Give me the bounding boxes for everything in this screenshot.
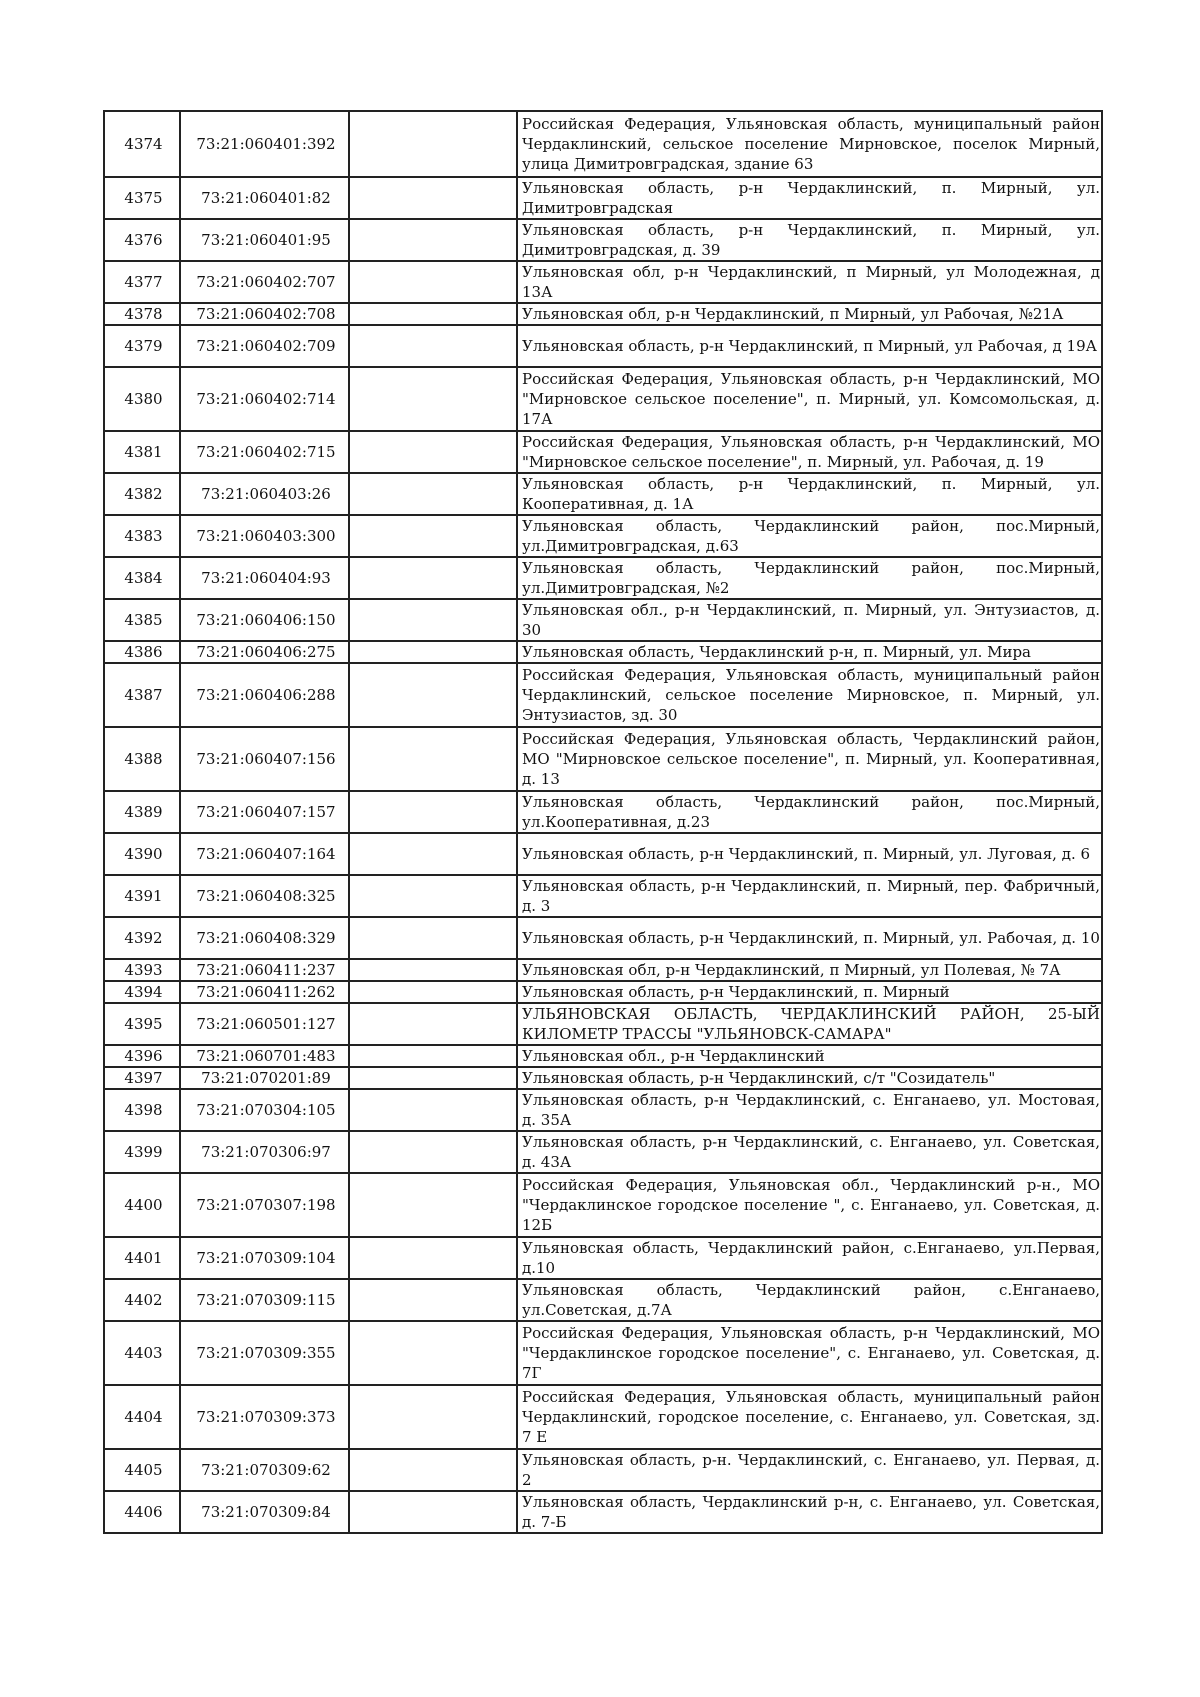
address-cell: [517, 367, 1102, 431]
cadastral-number-text: 73:21:060411:262: [196, 983, 336, 1001]
cadastral-number-text: 73:21:070201:89: [201, 1069, 331, 1087]
empty-cell: [349, 641, 517, 663]
row-number-text: 4384: [124, 569, 163, 587]
table-row: [104, 663, 1102, 727]
table-row: [104, 959, 1102, 981]
address-text: Российская Федерация, Ульяновская область, Чердаклинский район, МО "Мирновское сельское поселение", п. Мирный, ул. Кооперативная, д. 13: [522, 730, 1100, 788]
address-cell: [517, 1067, 1102, 1089]
row-number-text: 4395: [124, 1015, 163, 1033]
cadastral-number-cell: [180, 875, 349, 917]
registry-table-body: [104, 111, 1102, 1533]
address-text: Ульяновская область, р-н Чердаклинский, п. Мирный, ул. Кооперативная, д. 1А: [522, 475, 1100, 513]
row-number-text: 4386: [124, 643, 163, 661]
row-number-cell: [104, 833, 180, 875]
row-number-cell: [104, 981, 180, 1003]
cadastral-number-text: 73:21:060406:288: [196, 686, 336, 704]
row-number-text: 4378: [124, 305, 163, 323]
row-number-text: 4401: [124, 1249, 163, 1267]
address-text: Ульяновская область, р-н Чердаклинский, п. Мирный, ул. Рабочая, д. 10: [522, 929, 1100, 947]
cadastral-number-text: 73:21:060408:329: [196, 929, 336, 947]
cadastral-number-text: 73:21:060407:156: [196, 750, 336, 768]
address-cell: [517, 1089, 1102, 1131]
address-text: Российская Федерация, Ульяновская область, р-н Чердаклинский, МО "Чердаклинское городское поселение", с. Енганаево, ул. Советская, д. 7Г: [522, 1324, 1100, 1382]
address-text: Ульяновская область, Чердаклинский район, с.Енганаево, ул.Первая, д.10: [522, 1239, 1100, 1277]
cadastral-number-cell: [180, 1089, 349, 1131]
table-row: [104, 1089, 1102, 1131]
row-number-text: 4374: [124, 135, 163, 153]
address-cell: [517, 1131, 1102, 1173]
cadastral-number-text: 73:21:070304:105: [196, 1101, 336, 1119]
address-text: Российская Федерация, Ульяновская область, муниципальный район Чердаклинский, сельское поселение Мирновское, п. Мирный, ул. Энтузиастов, зд. 30: [522, 666, 1100, 724]
address-cell: [517, 791, 1102, 833]
table-row: [104, 981, 1102, 1003]
row-number-text: 4397: [124, 1069, 163, 1087]
cadastral-number-cell: [180, 727, 349, 791]
address-cell: [517, 515, 1102, 557]
table-row: [104, 1131, 1102, 1173]
row-number-cell: [104, 367, 180, 431]
row-number-text: 4403: [124, 1344, 163, 1362]
empty-cell: [349, 1449, 517, 1491]
row-number-text: 4393: [124, 961, 163, 979]
table-row: [104, 791, 1102, 833]
row-number-cell: [104, 1385, 180, 1449]
address-cell: [517, 1321, 1102, 1385]
address-text: Ульяновская обл., р-н Чердаклинский, п. Мирный, ул. Энтузиастов, д. 30: [522, 601, 1100, 639]
cadastral-number-cell: [180, 1321, 349, 1385]
table-row: [104, 1003, 1102, 1045]
row-number-text: 4381: [124, 443, 163, 461]
address-cell: [517, 1045, 1102, 1067]
address-cell: [517, 981, 1102, 1003]
cadastral-number-cell: [180, 981, 349, 1003]
registry-table: [103, 110, 1103, 1534]
cadastral-number-text: 73:21:060407:157: [196, 803, 336, 821]
empty-cell: [349, 1385, 517, 1449]
address-cell: [517, 833, 1102, 875]
empty-cell: [349, 1089, 517, 1131]
empty-cell: [349, 111, 517, 177]
row-number-cell: [104, 1237, 180, 1279]
empty-cell: [349, 959, 517, 981]
cadastral-number-cell: [180, 557, 349, 599]
cadastral-number-cell: [180, 111, 349, 177]
empty-cell: [349, 1067, 517, 1089]
cadastral-number-cell: [180, 1491, 349, 1533]
cadastral-number-cell: [180, 1067, 349, 1089]
cadastral-number-text: 73:21:070309:62: [201, 1461, 331, 1479]
empty-cell: [349, 1321, 517, 1385]
empty-cell: [349, 917, 517, 959]
address-cell: [517, 1279, 1102, 1321]
empty-cell: [349, 557, 517, 599]
address-cell: [517, 473, 1102, 515]
cadastral-number-text: 73:21:060402:707: [196, 273, 336, 291]
table-row: [104, 219, 1102, 261]
cadastral-number-cell: [180, 219, 349, 261]
address-cell: [517, 917, 1102, 959]
row-number-cell: [104, 1449, 180, 1491]
table-row: [104, 875, 1102, 917]
row-number-text: 4394: [124, 983, 163, 1001]
address-text: Российская Федерация, Ульяновская область, р-н Чердаклинский, МО "Мирновское сельское поселение", п. Мирный, ул. Рабочая, д. 19: [522, 433, 1100, 471]
row-number-cell: [104, 1321, 180, 1385]
row-number-text: 4376: [124, 231, 163, 249]
address-cell: [517, 641, 1102, 663]
address-text: Российская Федерация, Ульяновская обл., Чердаклинский р-н., МО "Чердаклинское городское поселение ", с. Енганаево, ул. Советская, д. 12Б: [522, 1176, 1100, 1234]
table-row: [104, 1173, 1102, 1237]
cadastral-number-text: 73:21:060402:708: [196, 305, 336, 323]
address-text: Ульяновская область, р-н Чердаклинский, с. Енганаево, ул. Мостовая, д. 35А: [522, 1091, 1100, 1129]
address-cell: [517, 219, 1102, 261]
address-cell: [517, 1449, 1102, 1491]
cadastral-number-cell: [180, 641, 349, 663]
address-cell: [517, 875, 1102, 917]
table-row: [104, 1279, 1102, 1321]
row-number-cell: [104, 1003, 180, 1045]
address-text: Ульяновская область, р-н Чердаклинский, п. Мирный, ул. Луговая, д. 6: [522, 845, 1091, 863]
cadastral-number-cell: [180, 1131, 349, 1173]
cadastral-number-text: 73:21:060401:82: [201, 189, 331, 207]
address-text: Российская Федерация, Ульяновская область, муниципальный район Чердаклинский, городское поселение, с. Енганаево, ул. Советская, зд. 7 Е: [522, 1388, 1100, 1446]
address-cell: [517, 303, 1102, 325]
table-row: [104, 1491, 1102, 1533]
empty-cell: [349, 727, 517, 791]
table-row: [104, 1237, 1102, 1279]
row-number-text: 4398: [124, 1101, 163, 1119]
row-number-text: 4377: [124, 273, 163, 291]
address-cell: [517, 177, 1102, 219]
cadastral-number-text: 73:21:060406:150: [196, 611, 336, 629]
row-number-text: 4379: [124, 337, 163, 355]
cadastral-number-text: 73:21:060501:127: [196, 1015, 336, 1033]
cadastral-number-text: 73:21:070309:373: [196, 1408, 336, 1426]
row-number-cell: [104, 1045, 180, 1067]
row-number-cell: [104, 1131, 180, 1173]
row-number-text: 4400: [124, 1196, 163, 1214]
address-text: Ульяновская обл, р-н Чердаклинский, п Мирный, ул Рабочая, №21А: [522, 305, 1064, 323]
cadastral-number-text: 73:21:060402:709: [196, 337, 336, 355]
address-text: Российская Федерация, Ульяновская область, муниципальный район Чердаклинский, сельское поселение Мирновское, поселок Мирный, улица Димитровградская, здание 63: [522, 115, 1100, 173]
cadastral-number-cell: [180, 1045, 349, 1067]
empty-cell: [349, 663, 517, 727]
cadastral-number-cell: [180, 177, 349, 219]
row-number-text: 4389: [124, 803, 163, 821]
table-row: [104, 1067, 1102, 1089]
empty-cell: [349, 981, 517, 1003]
table-row: [104, 431, 1102, 473]
cadastral-number-cell: [180, 1003, 349, 1045]
row-number-text: 4406: [124, 1503, 163, 1521]
table-row: [104, 303, 1102, 325]
row-number-text: 4380: [124, 390, 163, 408]
row-number-cell: [104, 663, 180, 727]
table-row: [104, 917, 1102, 959]
table-row: [104, 515, 1102, 557]
cadastral-number-cell: [180, 791, 349, 833]
row-number-text: 4391: [124, 887, 163, 905]
address-cell: [517, 1385, 1102, 1449]
row-number-cell: [104, 1279, 180, 1321]
cadastral-number-text: 73:21:060402:714: [196, 390, 336, 408]
cadastral-number-cell: [180, 431, 349, 473]
row-number-cell: [104, 177, 180, 219]
empty-cell: [349, 1279, 517, 1321]
row-number-cell: [104, 1089, 180, 1131]
row-number-text: 4396: [124, 1047, 163, 1065]
cadastral-number-cell: [180, 1449, 349, 1491]
cadastral-number-text: 73:21:060401:95: [201, 231, 331, 249]
address-cell: [517, 1173, 1102, 1237]
address-cell: [517, 1491, 1102, 1533]
empty-cell: [349, 431, 517, 473]
empty-cell: [349, 515, 517, 557]
cadastral-number-cell: [180, 917, 349, 959]
row-number-cell: [104, 727, 180, 791]
address-text: Ульяновская обл., р-н Чердаклинский: [522, 1047, 825, 1065]
cadastral-number-cell: [180, 303, 349, 325]
address-cell: [517, 1003, 1102, 1045]
empty-cell: [349, 791, 517, 833]
cadastral-number-cell: [180, 515, 349, 557]
empty-cell: [349, 875, 517, 917]
cadastral-number-cell: [180, 261, 349, 303]
row-number-text: 4387: [124, 686, 163, 704]
address-text: Ульяновская область, Чердаклинский р-н, с. Енганаево, ул. Советская, д. 7-Б: [522, 1493, 1100, 1531]
empty-cell: [349, 599, 517, 641]
table-row: [104, 641, 1102, 663]
table-row: [104, 1045, 1102, 1067]
empty-cell: [349, 177, 517, 219]
address-text: Ульяновская область, Чердаклинский р-н, п. Мирный, ул. Мира: [522, 643, 1032, 661]
empty-cell: [349, 1131, 517, 1173]
cadastral-number-text: 73:21:060403:26: [201, 485, 331, 503]
row-number-cell: [104, 261, 180, 303]
row-number-text: 4390: [124, 845, 163, 863]
cadastral-number-text: 73:21:060401:392: [196, 135, 336, 153]
address-text: Ульяновская область, р-н Чердаклинский, с. Енганаево, ул. Советская, д. 43А: [522, 1133, 1100, 1171]
cadastral-number-cell: [180, 1237, 349, 1279]
cadastral-number-cell: [180, 473, 349, 515]
address-cell: [517, 663, 1102, 727]
address-text: Ульяновская область, Чердаклинский район, пос.Мирный, ул.Димитровградская, №2: [522, 559, 1100, 597]
row-number-text: 4392: [124, 929, 163, 947]
empty-cell: [349, 1003, 517, 1045]
cadastral-number-cell: [180, 367, 349, 431]
empty-cell: [349, 1491, 517, 1533]
row-number-cell: [104, 875, 180, 917]
table-row: [104, 261, 1102, 303]
address-cell: [517, 557, 1102, 599]
row-number-cell: [104, 111, 180, 177]
row-number-cell: [104, 1067, 180, 1089]
address-text: Ульяновская область, р-н. Чердаклинский, с. Енганаево, ул. Первая, д. 2: [522, 1451, 1100, 1489]
row-number-text: 4405: [124, 1461, 163, 1479]
table-row: [104, 727, 1102, 791]
row-number-cell: [104, 791, 180, 833]
row-number-cell: [104, 557, 180, 599]
empty-cell: [349, 1173, 517, 1237]
address-cell: [517, 431, 1102, 473]
cadastral-number-text: 73:21:060406:275: [196, 643, 336, 661]
row-number-cell: [104, 917, 180, 959]
table-row: [104, 325, 1102, 367]
table-row: [104, 111, 1102, 177]
address-text: Ульяновская область, Чердаклинский район, с.Енганаево, ул.Советская, д.7А: [522, 1281, 1100, 1319]
table-row: [104, 599, 1102, 641]
empty-cell: [349, 1237, 517, 1279]
cadastral-number-text: 73:21:070306:97: [201, 1143, 331, 1161]
cadastral-number-text: 73:21:060411:237: [196, 961, 336, 979]
table-row: [104, 367, 1102, 431]
table-row: [104, 1321, 1102, 1385]
address-text: Ульяновская область, р-н Чердаклинский, п Мирный, ул Рабочая, д 19А: [522, 337, 1097, 355]
table-row: [104, 1449, 1102, 1491]
address-cell: [517, 325, 1102, 367]
row-number-text: 4399: [124, 1143, 163, 1161]
row-number-cell: [104, 1173, 180, 1237]
table-row: [104, 473, 1102, 515]
address-text: Ульяновская обл, р-н Чердаклинский, п Мирный, ул Молодежная, д 13А: [522, 263, 1100, 301]
row-number-text: 4383: [124, 527, 163, 545]
cadastral-number-text: 73:21:060701:483: [196, 1047, 336, 1065]
row-number-cell: [104, 959, 180, 981]
cadastral-number-text: 73:21:070307:198: [196, 1196, 336, 1214]
empty-cell: [349, 303, 517, 325]
cadastral-number-cell: [180, 1279, 349, 1321]
row-number-text: 4388: [124, 750, 163, 768]
row-number-text: 4382: [124, 485, 163, 503]
row-number-cell: [104, 325, 180, 367]
cadastral-number-cell: [180, 599, 349, 641]
row-number-text: 4402: [124, 1291, 163, 1309]
table-row: [104, 1385, 1102, 1449]
address-text: Ульяновская область, Чердаклинский район, пос.Мирный, ул.Димитровградская, д.63: [522, 517, 1100, 555]
row-number-cell: [104, 303, 180, 325]
cadastral-number-cell: [180, 1173, 349, 1237]
address-text: Ульяновская область, р-н Чердаклинский, с/т "Созидатель": [522, 1069, 996, 1087]
table-row: [104, 557, 1102, 599]
cadastral-number-text: 73:21:070309:84: [201, 1503, 331, 1521]
cadastral-number-text: 73:21:070309:104: [196, 1249, 336, 1267]
empty-cell: [349, 833, 517, 875]
cadastral-number-text: 73:21:060402:715: [196, 443, 336, 461]
row-number-text: 4385: [124, 611, 163, 629]
row-number-cell: [104, 641, 180, 663]
row-number-cell: [104, 219, 180, 261]
address-text: Ульяновская обл, р-н Чердаклинский, п Мирный, ул Полевая, № 7А: [522, 961, 1061, 979]
row-number-cell: [104, 431, 180, 473]
row-number-text: 4404: [124, 1408, 163, 1426]
address-cell: [517, 111, 1102, 177]
empty-cell: [349, 261, 517, 303]
address-text: Ульяновская область, р-н Чердаклинский, п. Мирный, ул. Димитровградская: [522, 179, 1100, 217]
address-text: УЛЬЯНОВСКАЯ ОБЛАСТЬ, ЧЕРДАКЛИНСКИЙ РАЙОН, 25-ЫЙ КИЛОМЕТР ТРАССЫ "УЛЬЯНОВСК-САМАРА": [522, 1005, 1100, 1043]
table-row: [104, 177, 1102, 219]
address-text: Российская Федерация, Ульяновская область, р-н Чердаклинский, МО "Мирновское сельское поселение", п. Мирный, ул. Комсомольская, д. 17А: [522, 370, 1100, 428]
empty-cell: [349, 473, 517, 515]
cadastral-number-cell: [180, 833, 349, 875]
row-number-text: 4375: [124, 189, 163, 207]
cadastral-number-text: 73:21:060403:300: [196, 527, 336, 545]
table-row: [104, 833, 1102, 875]
cadastral-number-cell: [180, 1385, 349, 1449]
cadastral-number-text: 73:21:060404:93: [201, 569, 331, 587]
cadastral-number-text: 73:21:060408:325: [196, 887, 336, 905]
address-cell: [517, 261, 1102, 303]
row-number-cell: [104, 599, 180, 641]
empty-cell: [349, 325, 517, 367]
row-number-cell: [104, 1491, 180, 1533]
cadastral-number-cell: [180, 663, 349, 727]
empty-cell: [349, 367, 517, 431]
address-cell: [517, 727, 1102, 791]
address-cell: [517, 599, 1102, 641]
address-cell: [517, 959, 1102, 981]
address-text: Ульяновская область, р-н Чердаклинский, п. Мирный, пер. Фабричный, д. 3: [522, 877, 1100, 915]
row-number-cell: [104, 515, 180, 557]
cadastral-number-cell: [180, 325, 349, 367]
address-text: Ульяновская область, Чердаклинский район, пос.Мирный, ул.Кооперативная, д.23: [522, 793, 1100, 831]
cadastral-number-cell: [180, 959, 349, 981]
empty-cell: [349, 1045, 517, 1067]
address-text: Ульяновская область, р-н Чердаклинский, п. Мирный, ул. Димитровградская, д. 39: [522, 221, 1100, 259]
address-cell: [517, 1237, 1102, 1279]
empty-cell: [349, 219, 517, 261]
cadastral-number-text: 73:21:060407:164: [196, 845, 336, 863]
row-number-cell: [104, 473, 180, 515]
cadastral-number-text: 73:21:070309:355: [196, 1344, 336, 1362]
cadastral-number-text: 73:21:070309:115: [196, 1291, 336, 1309]
address-text: Ульяновская область, р-н Чердаклинский, п. Мирный: [522, 983, 950, 1001]
